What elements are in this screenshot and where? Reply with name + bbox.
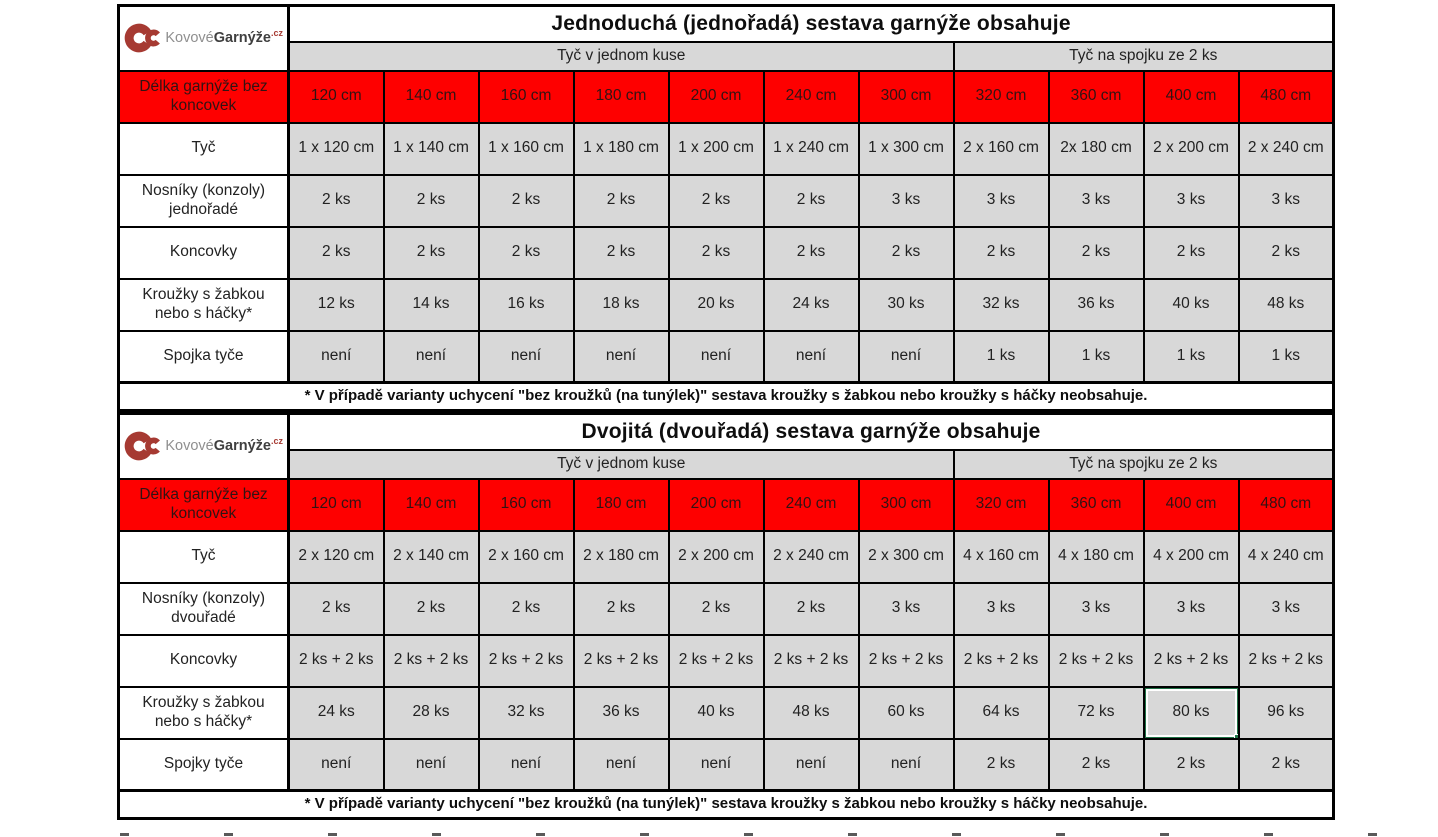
row-label[interactable]: Spojka tyče [119, 331, 289, 383]
length-header-cell[interactable]: 300 cm [859, 479, 954, 531]
value-cell[interactable]: 2 ks [384, 227, 479, 279]
value-cell[interactable]: 2 ks [669, 583, 764, 635]
row-label[interactable]: Tyč [119, 531, 289, 583]
row-label[interactable]: Tyč [119, 123, 289, 175]
footnote-row [119, 791, 1334, 819]
row-label[interactable]: Koncovky [119, 635, 289, 687]
length-header-cell[interactable]: 120 cm [289, 479, 384, 531]
length-header-row [119, 479, 1334, 531]
value-cell[interactable]: 2 x 200 cm [1144, 123, 1239, 175]
length-header-cell[interactable]: 180 cm [574, 479, 669, 531]
row-label[interactable]: Nosníky (konzoly) jednořadé [119, 175, 289, 227]
value-cell[interactable]: 2 ks [1144, 739, 1239, 791]
value-cell[interactable]: 48 ks [1239, 279, 1334, 331]
value-cell[interactable]: 3 ks [1049, 175, 1144, 227]
value-cell[interactable]: není [859, 331, 954, 383]
value-cell[interactable]: 2 ks [1049, 227, 1144, 279]
data-row [119, 531, 1334, 583]
value-cell[interactable]: 2 ks [289, 175, 384, 227]
table-title: Dvojitá (dvouřadá) sestava garnýže obsahuje [289, 414, 1334, 450]
length-header-cell[interactable]: 180 cm [574, 71, 669, 123]
data-row [119, 583, 1334, 635]
length-row-label[interactable]: Délka garnýže bez koncovek [119, 71, 289, 123]
value-cell[interactable]: 2 ks + 2 ks [1239, 635, 1334, 687]
value-cell[interactable]: 3 ks [1144, 583, 1239, 635]
value-cell[interactable]: 2 ks [479, 583, 574, 635]
row-label[interactable]: Spojky tyče [119, 739, 289, 791]
value-cell[interactable]: 2 ks + 2 ks [954, 635, 1049, 687]
data-row [119, 175, 1334, 227]
data-row [119, 123, 1334, 175]
length-header-cell[interactable]: 400 cm [1144, 71, 1239, 123]
table-dvojita-sestava [117, 412, 1335, 820]
value-cell[interactable]: 2 ks + 2 ks [479, 635, 574, 687]
data-row [119, 331, 1334, 383]
value-cell[interactable]: 2 ks + 2 ks [574, 635, 669, 687]
value-cell[interactable]: 3 ks [1239, 583, 1334, 635]
band-two-piece-cell[interactable]: Tyč na spojku ze 2 ks [954, 42, 1334, 71]
value-cell[interactable]: 12 ks [289, 279, 384, 331]
value-cell[interactable]: 32 ks [479, 687, 574, 739]
value-cell[interactable]: 40 ks [669, 687, 764, 739]
title-row [119, 6, 1334, 42]
value-cell[interactable]: 3 ks [859, 583, 954, 635]
value-cell[interactable]: 2 ks [764, 175, 859, 227]
row-label[interactable]: Koncovky [119, 227, 289, 279]
value-cell[interactable]: 64 ks [954, 687, 1049, 739]
brand-name-bold: Garnýže [213, 30, 271, 47]
value-cell[interactable]: 3 ks [954, 175, 1049, 227]
brand-logo-text [165, 436, 283, 456]
value-cell[interactable]: 2 ks [669, 227, 764, 279]
value-cell[interactable]: 2 ks [669, 175, 764, 227]
value-cell[interactable]: není [384, 739, 479, 791]
brand-name-bold: Garnýže [213, 438, 271, 455]
table-jednoducha-body [119, 6, 1334, 411]
table-title: Jednoduchá (jednořadá) sestava garnýže obsahuje [289, 6, 1334, 42]
value-cell[interactable]: 2 ks [384, 175, 479, 227]
value-cell[interactable]: není [574, 739, 669, 791]
value-cell[interactable]: 2 x 140 cm [384, 531, 479, 583]
kovove-garnyze-logo-icon [124, 20, 163, 56]
value-cell[interactable]: 2 ks + 2 ks [1144, 635, 1239, 687]
brand-logo [124, 428, 283, 464]
data-row [119, 279, 1334, 331]
value-cell[interactable]: 3 ks [1239, 175, 1334, 227]
value-cell[interactable]: 2 x 240 cm [1239, 123, 1334, 175]
value-cell[interactable]: 2 ks [1239, 227, 1334, 279]
value-cell[interactable]: 30 ks [859, 279, 954, 331]
value-cell[interactable]: 4 x 200 cm [1144, 531, 1239, 583]
length-header-cell[interactable]: 360 cm [1049, 479, 1144, 531]
kovove-garnyze-logo-icon [124, 428, 163, 464]
length-header-cell[interactable]: 300 cm [859, 71, 954, 123]
brand-logo-cell [119, 6, 289, 71]
value-cell[interactable]: 2 x 160 cm [954, 123, 1049, 175]
length-header-cell[interactable]: 160 cm [479, 479, 574, 531]
value-cell[interactable]: není [764, 331, 859, 383]
value-cell[interactable]: 2 x 160 cm [479, 531, 574, 583]
brand-name-light: Kovové [165, 30, 214, 47]
brand-name-light: Kovové [165, 438, 214, 455]
value-cell[interactable]: 2 ks + 2 ks [289, 635, 384, 687]
value-cell[interactable]: není [479, 739, 574, 791]
value-cell[interactable]: 2 x 180 cm [574, 531, 669, 583]
data-row [119, 227, 1334, 279]
value-cell[interactable]: 24 ks [764, 279, 859, 331]
value-cell[interactable]: není [289, 739, 384, 791]
value-cell[interactable]: 2 x 200 cm [669, 531, 764, 583]
value-cell[interactable]: 1 x 160 cm [479, 123, 574, 175]
value-cell[interactable]: 2 ks [574, 227, 669, 279]
value-cell[interactable]: 2 ks [764, 583, 859, 635]
value-cell[interactable]: 4 x 160 cm [954, 531, 1049, 583]
value-cell[interactable]: není [479, 331, 574, 383]
value-cell[interactable]: 4 x 180 cm [1049, 531, 1144, 583]
length-header-row [119, 71, 1334, 123]
value-cell[interactable]: není [574, 331, 669, 383]
value-cell[interactable]: 2 ks [384, 583, 479, 635]
value-cell[interactable]: 1 ks [954, 331, 1049, 383]
value-cell[interactable]: 32 ks [954, 279, 1049, 331]
value-cell[interactable]: není [764, 739, 859, 791]
value-cell[interactable]: 40 ks [1144, 279, 1239, 331]
length-header-cell[interactable]: 140 cm [384, 479, 479, 531]
length-header-cell[interactable]: 320 cm [954, 479, 1049, 531]
value-cell[interactable]: 2 ks [574, 583, 669, 635]
brand-tld: .cz [270, 436, 283, 447]
band-row [119, 450, 1334, 479]
value-cell[interactable]: 1 x 120 cm [289, 123, 384, 175]
value-cell[interactable]: 3 ks [859, 175, 954, 227]
length-header-cell[interactable]: 140 cm [384, 71, 479, 123]
brand-tld: .cz [270, 28, 283, 39]
value-cell[interactable]: 1 x 300 cm [859, 123, 954, 175]
value-cell[interactable]: 60 ks [859, 687, 954, 739]
value-cell[interactable]: 48 ks [764, 687, 859, 739]
value-cell[interactable]: 2 ks + 2 ks [1049, 635, 1144, 687]
value-cell[interactable]: 2 ks [1239, 739, 1334, 791]
band-row [119, 42, 1334, 71]
value-cell[interactable]: není [859, 739, 954, 791]
value-cell[interactable]: 72 ks [1049, 687, 1144, 739]
value-cell[interactable]: 16 ks [479, 279, 574, 331]
data-row [119, 739, 1334, 791]
value-cell[interactable]: 96 ks [1239, 687, 1334, 739]
brand-logo-text [165, 28, 283, 48]
value-cell[interactable]: 1 x 180 cm [574, 123, 669, 175]
value-cell[interactable]: 2 ks + 2 ks [669, 635, 764, 687]
value-cell[interactable]: 36 ks [1049, 279, 1144, 331]
row-label[interactable]: Nosníky (konzoly) dvouřadé [119, 583, 289, 635]
value-cell[interactable]: 2 ks [859, 227, 954, 279]
value-cell[interactable]: 2 ks [574, 175, 669, 227]
value-cell[interactable]: 2 ks + 2 ks [764, 635, 859, 687]
value-cell[interactable]: 1 ks [1239, 331, 1334, 383]
length-header-cell[interactable]: 240 cm [764, 71, 859, 123]
value-cell[interactable]: 36 ks [574, 687, 669, 739]
value-cell[interactable]: 2 ks [764, 227, 859, 279]
length-header-cell[interactable]: 240 cm [764, 479, 859, 531]
value-cell[interactable]: 1 ks [1144, 331, 1239, 383]
length-header-cell[interactable]: 480 cm [1239, 71, 1334, 123]
tables-container [117, 4, 1335, 820]
value-cell[interactable]: 2 x 240 cm [764, 531, 859, 583]
value-cell[interactable]: 20 ks [669, 279, 764, 331]
value-cell[interactable]: 3 ks [954, 583, 1049, 635]
data-row [119, 687, 1334, 739]
length-header-cell[interactable]: 480 cm [1239, 479, 1334, 531]
value-cell[interactable]: 3 ks [1144, 175, 1239, 227]
value-cell[interactable]: 2 ks [479, 227, 574, 279]
value-cell[interactable]: 2 ks + 2 ks [384, 635, 479, 687]
table-dvojita-body [119, 414, 1334, 819]
data-row [119, 635, 1334, 687]
length-header-cell[interactable]: 160 cm [479, 71, 574, 123]
cropped-next-row-marks [120, 833, 1436, 836]
value-cell[interactable]: není [289, 331, 384, 383]
value-cell[interactable]: 2 ks [954, 739, 1049, 791]
value-cell[interactable]: není [669, 739, 764, 791]
value-cell[interactable]: 1 x 140 cm [384, 123, 479, 175]
value-cell[interactable]: 2 ks [289, 227, 384, 279]
brand-logo [124, 20, 283, 56]
value-cell[interactable]: 2 ks [1049, 739, 1144, 791]
footnote: * V případě varianty uchycení "bez kroužků (na tunýlek)" sestava kroužky s žabkou nebo kroužky s háčky neobsahuje. [119, 791, 1334, 819]
value-cell[interactable]: 1 x 240 cm [764, 123, 859, 175]
value-cell[interactable]: 4 x 240 cm [1239, 531, 1334, 583]
value-cell[interactable]: 3 ks [1049, 583, 1144, 635]
length-header-cell[interactable]: 120 cm [289, 71, 384, 123]
length-header-cell[interactable]: 360 cm [1049, 71, 1144, 123]
selected-cell[interactable]: 80 ks [1144, 687, 1239, 739]
value-cell[interactable]: 18 ks [574, 279, 669, 331]
value-cell[interactable]: 14 ks [384, 279, 479, 331]
footnote: * V případě varianty uchycení "bez kroužků (na tunýlek)" sestava kroužky s žabkou nebo kroužky s háčky neobsahuje. [119, 383, 1334, 411]
brand-logo-cell [119, 414, 289, 479]
length-header-cell[interactable]: 200 cm [669, 71, 764, 123]
band-one-piece-cell[interactable]: Tyč v jednom kuse [289, 42, 954, 71]
length-row-label[interactable]: Délka garnýže bez koncovek [119, 479, 289, 531]
value-cell[interactable]: není [384, 331, 479, 383]
value-cell[interactable]: 2x 180 cm [1049, 123, 1144, 175]
value-cell[interactable]: 28 ks [384, 687, 479, 739]
length-header-cell[interactable]: 400 cm [1144, 479, 1239, 531]
value-cell[interactable]: 1 x 200 cm [669, 123, 764, 175]
value-cell[interactable]: 2 ks [954, 227, 1049, 279]
value-cell[interactable]: 2 ks + 2 ks [859, 635, 954, 687]
value-cell[interactable]: 2 ks [1144, 227, 1239, 279]
footnote-row [119, 383, 1334, 411]
row-label[interactable]: Kroužky s žabkou nebo s háčky* [119, 687, 289, 739]
value-cell[interactable]: 24 ks [289, 687, 384, 739]
row-label[interactable]: Kroužky s žabkou nebo s háčky* [119, 279, 289, 331]
value-cell[interactable]: 2 ks [479, 175, 574, 227]
value-cell[interactable]: 2 ks [289, 583, 384, 635]
title-row [119, 414, 1334, 450]
value-cell[interactable]: 1 ks [1049, 331, 1144, 383]
length-header-cell[interactable]: 200 cm [669, 479, 764, 531]
length-header-cell[interactable]: 320 cm [954, 71, 1049, 123]
value-cell[interactable]: 2 x 120 cm [289, 531, 384, 583]
band-two-piece-cell[interactable]: Tyč na spojku ze 2 ks [954, 450, 1334, 479]
band-one-piece-cell[interactable]: Tyč v jednom kuse [289, 450, 954, 479]
table-jednoducha-sestava [117, 4, 1335, 412]
value-cell[interactable]: 2 x 300 cm [859, 531, 954, 583]
value-cell[interactable]: není [669, 331, 764, 383]
